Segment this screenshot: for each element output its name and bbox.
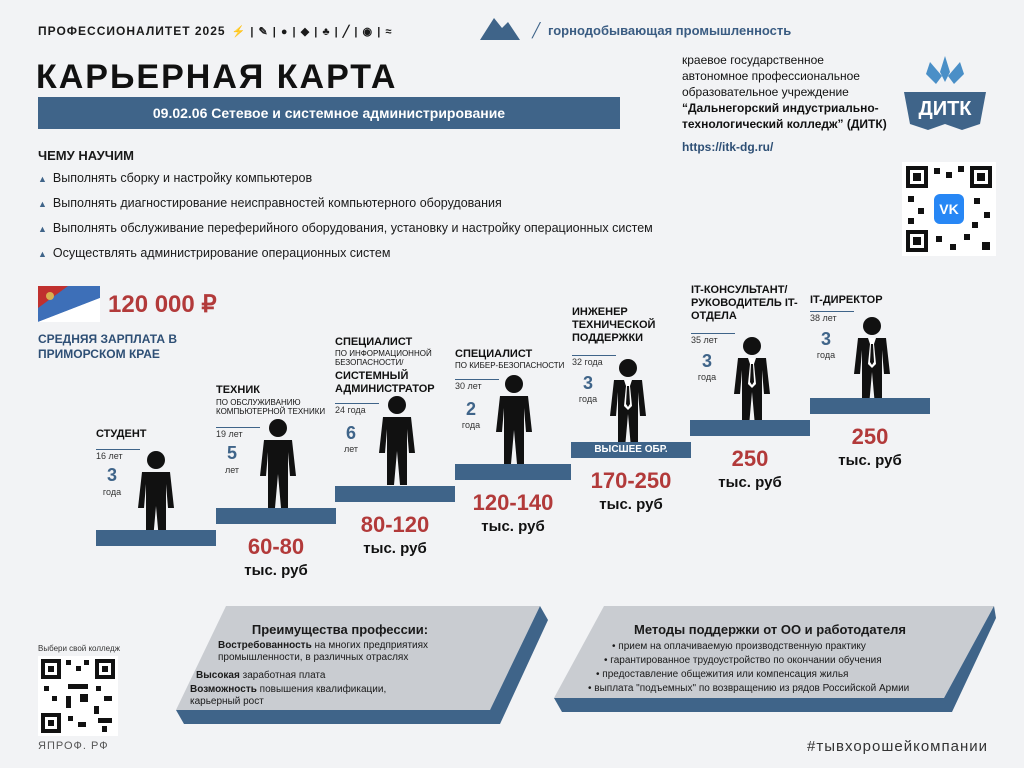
- support-item: • гарантированное трудоустройство по окончании обучения: [604, 654, 980, 668]
- step-platform: [455, 464, 571, 480]
- step-pay: 170-250: [590, 468, 672, 493]
- page-title: КАРЬЕРНАЯ КАРТА: [36, 58, 398, 96]
- step-pay-unit: тыс. руб: [599, 496, 663, 513]
- step-role-sub: ПО ИНФОРМАЦИОННОЙ БЕЗОПАСНОСТИ/: [335, 349, 432, 367]
- org-line-3: образовательное учреждение: [682, 85, 849, 99]
- advantage-item: Востребованность на многих предприятиях промышленности, в различных отраслях: [218, 640, 429, 663]
- support-title: Методы поддержки от ОО и работодателя: [633, 622, 906, 637]
- slash-icon: ╱: [532, 22, 541, 38]
- org-line-2: автономное профессиональное: [682, 69, 860, 83]
- step-role: IT-КОНСУЛЬТАНТ/ РУКОВОДИТЕЛЬ IT-ОТДЕЛА: [691, 284, 798, 322]
- person-icon: [492, 374, 536, 464]
- higher-education-badge: ВЫСШЕЕ ОБР.: [571, 442, 691, 458]
- step-role: ИНЖЕНЕР ТЕХНИЧЕСКОЙ ПОДДЕРЖКИ: [572, 306, 656, 344]
- advantage-item: Возможность повышения квалификации, карьерный рост: [190, 684, 387, 707]
- step-years: 3: [701, 351, 712, 371]
- support-item: • прием на оплачиваемую производственную практику: [612, 640, 980, 654]
- step-role: СТУДЕНТ: [96, 428, 147, 440]
- learn-list: [38, 166, 653, 266]
- step-age: 35 лет: [691, 333, 735, 345]
- step-role: ТЕХНИК: [216, 384, 260, 396]
- industry-label: горнодобывающая промышленность: [548, 23, 792, 38]
- step-years-unit: года: [102, 487, 122, 497]
- step-years: 6: [345, 423, 356, 443]
- step-years: 5: [226, 443, 237, 463]
- org-info: [682, 52, 892, 132]
- org-name: “Дальнегорский индустриально-технологический колледж” (ДИТК): [682, 101, 887, 131]
- svg-text:VK: VK: [939, 201, 959, 217]
- learn-item: ▲ Выполнять обслуживание переферийного оборудования, установку и настройку операционных систем: [38, 216, 653, 241]
- step-pay: 80-120: [360, 512, 430, 537]
- step-pay-unit: тыс. руб: [718, 474, 782, 491]
- advantages-title: Преимущества профессии:: [251, 622, 429, 637]
- step-role-2: СИСТЕМНЫЙ АДМИНИСТРАТОР: [335, 370, 435, 395]
- step-years: 2: [465, 399, 476, 419]
- step-years-unit: лет: [343, 444, 359, 454]
- step-platform: [810, 398, 930, 414]
- step-years-unit: года: [697, 372, 717, 382]
- step-years-unit: года: [816, 350, 836, 360]
- step-role: СПЕЦИАЛИСТ: [455, 348, 533, 360]
- step-pay: 120-140: [472, 490, 554, 515]
- learn-item: ▲ Осуществлять администрирование операционных систем: [38, 241, 653, 266]
- specialty-bar: [38, 97, 620, 129]
- step-role: СПЕЦИАЛИСТ: [335, 336, 413, 348]
- step-years: 3: [106, 465, 117, 485]
- step-years-unit: года: [578, 394, 598, 404]
- step-role-sub: ПО КИБЕР-БЕЗОПАСНОСТИ: [455, 361, 565, 370]
- step-age: 32 года: [572, 355, 616, 367]
- specialty-label: 09.02.06 Сетевое и системное администрирование: [152, 105, 506, 121]
- qr-caption: Выбери свой колледж: [38, 644, 120, 653]
- mountain-icon: [480, 12, 520, 40]
- step-pay-unit: тыс. руб: [838, 452, 902, 469]
- vk-qr-code[interactable]: [902, 162, 996, 256]
- step-pay-unit: тыс. руб: [363, 540, 427, 557]
- logo-text: ДИТК: [918, 98, 972, 120]
- advantage-item: Высокая заработная плата: [196, 670, 326, 681]
- support-item: • предоставление общежития или компенсация жилья: [596, 668, 980, 682]
- step-platform: [96, 530, 216, 546]
- step-platform: [690, 420, 810, 436]
- step-years-unit: года: [461, 420, 481, 430]
- college-logo: [900, 52, 990, 132]
- support-list: [594, 640, 980, 696]
- brand-name: ПРОФЕССИОНАЛИТЕТ 2025: [38, 24, 226, 38]
- college-qr-code[interactable]: [38, 656, 118, 736]
- step-role: IT-ДИРЕКТОР: [810, 294, 883, 306]
- step-platform: [335, 486, 455, 502]
- hashtag: #тывхорошейкомпании: [807, 738, 988, 755]
- step-age: 16 лет: [96, 449, 140, 461]
- step-years: 3: [582, 373, 593, 393]
- step-platform: [216, 508, 336, 524]
- average-salary: 120 000 ₽: [108, 291, 217, 318]
- step-age: 38 лет: [810, 311, 854, 323]
- step-role-sub: ПО ОБСЛУЖИВАНИЮ КОМПЬЮТЕРНОЙ ТЕХНИКИ: [216, 398, 326, 416]
- step-years: 3: [820, 329, 831, 349]
- learn-item: ▲ Выполнять диагностирование неисправностей компьютерного оборудования: [38, 191, 653, 216]
- primorye-flag-icon: [38, 286, 100, 322]
- brand-header: [38, 24, 392, 38]
- learn-title: ЧЕМУ НАУЧИМ: [38, 148, 135, 163]
- org-line-1: краевое государственное: [682, 53, 824, 67]
- step-pay-unit: тыс. руб: [244, 562, 308, 579]
- step-pay: 250: [851, 424, 889, 449]
- step-pay: 250: [731, 446, 769, 471]
- learn-item: ▲ Выполнять сборку и настройку компьютеров: [38, 166, 653, 191]
- person-icon: [375, 395, 419, 485]
- person-with-tie-icon: [850, 316, 894, 406]
- step-pay: 60-80: [247, 534, 305, 559]
- step-age: 19 лет: [216, 427, 260, 439]
- org-url-link[interactable]: https://itk-dg.ru/: [682, 140, 774, 154]
- brand-icons: ⚡ | ✎ | ● | ◆ | ♣ | ╱ | ◉ | ≈: [231, 25, 393, 38]
- person-icon: [256, 418, 300, 508]
- step-years-unit: лет: [224, 465, 240, 475]
- person-icon: [134, 450, 178, 540]
- qr-site-label: ЯПРОФ. РФ: [38, 740, 109, 752]
- person-with-tie-icon: [730, 336, 774, 426]
- step-age: 30 лет: [455, 379, 499, 391]
- support-item: • выплата "подъемных" по возвращению из рядов Российской Армии: [588, 682, 980, 696]
- average-salary-caption: СРЕДНЯЯ ЗАРПЛАТА В ПРИМОРСКОМ КРАЕ: [38, 332, 178, 361]
- person-with-tie-icon: [606, 358, 650, 448]
- step-pay-unit: тыс. руб: [481, 518, 545, 535]
- step-age: 24 года: [335, 403, 379, 415]
